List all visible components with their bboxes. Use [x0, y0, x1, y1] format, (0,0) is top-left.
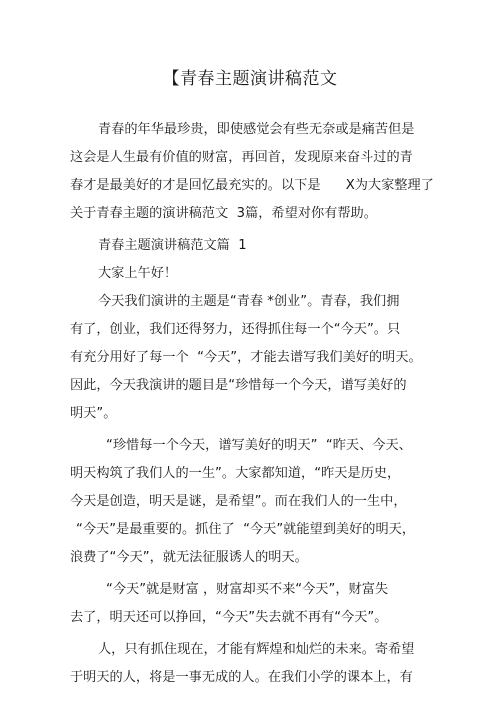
text-line: 去了，明天还可以挣回，“今天”失去就不再有“今天”。 — [70, 610, 388, 625]
text-line: 大家上午好！ — [98, 266, 178, 281]
text-line: “今天”就是财富 ，财富却买不来“今天”，财富失 — [106, 582, 389, 597]
document-title: 【青春主题演讲稿范文 — [162, 69, 338, 89]
text-line: 明天构筑了我们人的一生”。大家都知道，“昨天是历史， — [70, 466, 401, 481]
text-line: 关于青春主题的演讲稿范文 3篇，希望对你有帮助。 — [70, 206, 377, 221]
text-line: 这会是人生最有价值的财富，再回首，发现原来奋斗过的青 — [70, 150, 413, 165]
text-line: 春才是最美好的才是回忆最充实的。以下是 X为大家整理了 — [70, 178, 434, 193]
text-line: 有了，创业，我们还得努力，还得抓住每一个“今天”。只 — [70, 322, 401, 337]
text-line: 今天我们演讲的主题是“青春 *创业”。青春，我们拥 — [98, 294, 400, 309]
text-line: “今天”是最重要的。抓住了 “今天”就能望到美好的明天， — [76, 522, 416, 537]
text-line: 因此，今天我演讲的题目是“珍惜每一个今天，谱写美好的 — [70, 378, 407, 393]
text-line: 青春的年华最珍贵，即使感觉会有些无奈或是痛苦但是 — [98, 122, 415, 137]
text-line: 于明天的人，将是一事无成的人。在我们小学的课本上，有 — [70, 670, 413, 685]
text-line: 青春主题演讲稿范文篇 1 — [98, 238, 247, 253]
document-body — [70, 116, 450, 692]
text-line: 有充分用好了每一个 “今天”，才能去谱写我们美好的明天。 — [70, 350, 422, 365]
text-line: “珍惜每一个今天，谱写美好的明天” “昨天、今天、 — [106, 438, 412, 453]
text-line: 人，只有抓住现在，才能有辉煌和灿烂的未来。寄希望 — [98, 642, 415, 657]
text-line: 今天是创造，明天是谜，是希望”。而在我们人的一生中， — [70, 494, 407, 509]
text-line: 浪费了“今天”，就无法征服诱人的明天。 — [70, 550, 308, 565]
text-line: 明天”。 — [70, 406, 117, 421]
